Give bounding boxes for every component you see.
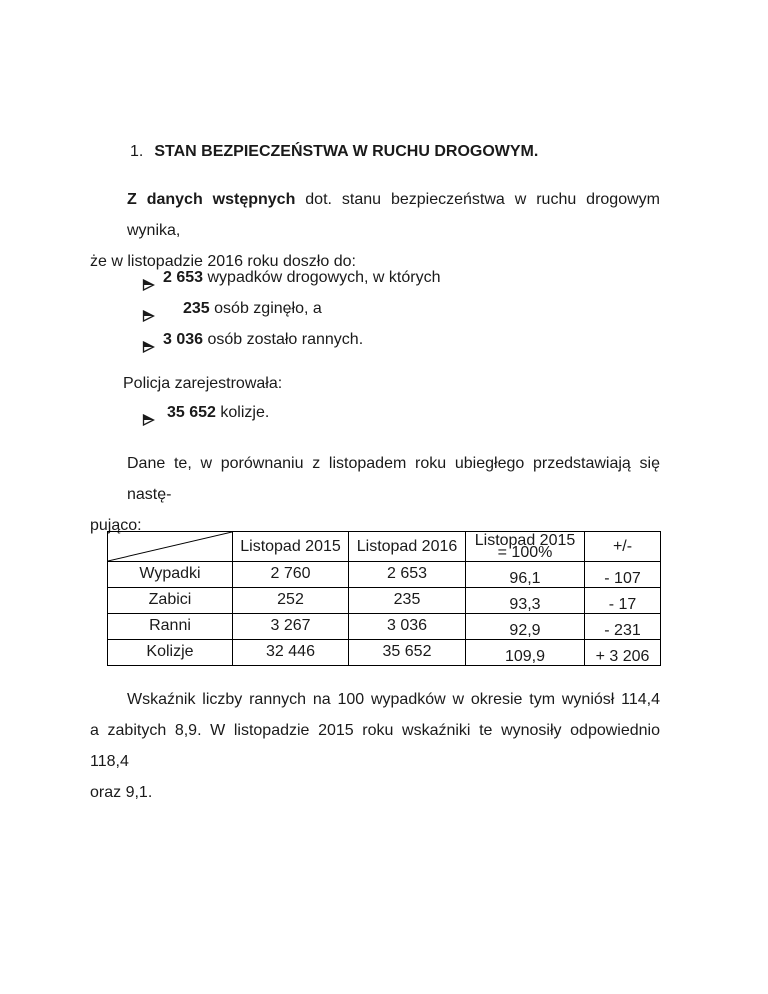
stat-value: 235	[183, 300, 210, 317]
table-cell: 3 036	[349, 614, 466, 640]
table-cell: 235	[349, 588, 466, 614]
table-cell: 93,3	[466, 588, 585, 614]
diagonal-header-cell	[108, 532, 233, 562]
intro-rest-text: dot. stanu bezpieczeństwa w ruchu drogowym wynika,	[127, 191, 660, 239]
table-cell: 2 653	[349, 562, 466, 588]
percent-header-line1: Listopad 2015	[474, 531, 576, 549]
stat-value: 2 653	[163, 269, 204, 286]
percent-header-line2: = 100%	[497, 543, 553, 561]
arrowhead-bullet-icon	[142, 406, 155, 437]
table-cell: 2 760	[233, 562, 349, 588]
table-header-listopad-2015: Listopad 2015	[233, 532, 349, 562]
table-cell: - 107	[585, 562, 661, 588]
section-number: 1.	[130, 143, 144, 160]
section-title: STAN BEZPIECZEŃSTWA W RUCHU DROGOWYM.	[154, 143, 539, 160]
stat-value: 3 036	[163, 331, 204, 348]
comparison-line-1: Dane te, w porównaniu z listopadem roku ubiegłego przedstawiają się nastę-	[127, 455, 660, 503]
table-row	[108, 640, 661, 666]
collisions-list	[90, 397, 660, 428]
table-cell: 252	[233, 588, 349, 614]
table-cell: 32 446	[233, 640, 349, 666]
list-item	[90, 324, 660, 355]
stat-value: 35 652	[167, 404, 216, 421]
comparison-paragraph	[90, 448, 660, 541]
intro-line-1	[127, 184, 660, 246]
row-label: Ranni	[108, 614, 233, 640]
table-cell: 109,9	[466, 640, 585, 666]
list-item	[90, 397, 660, 428]
table-cell: 3 267	[233, 614, 349, 640]
comparison-table	[107, 531, 661, 666]
intro-bold-text: Z danych wstępnych	[127, 191, 296, 208]
row-label: Wypadki	[108, 562, 233, 588]
stat-text: osób zostało rannych.	[203, 331, 364, 348]
table-row	[108, 562, 661, 588]
table-cell: 96,1	[466, 562, 585, 588]
summary-paragraph	[90, 684, 660, 808]
table-cell: + 3 206	[585, 640, 661, 666]
summary-line-1: Wskaźnik liczby rannych na 100 wypadków w okresie tym wyniósł 114,4	[127, 691, 660, 708]
table-row	[108, 588, 661, 614]
police-label: Policja zarejestrowała:	[123, 375, 283, 392]
list-item	[90, 262, 660, 293]
table-row	[108, 614, 661, 640]
arrowhead-bullet-icon	[142, 333, 155, 364]
list-item	[90, 293, 660, 324]
stat-text: wypadków drogowych, w których	[203, 269, 441, 286]
table-header-percent	[466, 532, 585, 562]
stat-text: osób zginęło, a	[209, 300, 322, 317]
table-header-diff: +/-	[585, 532, 661, 562]
summary-line-2: a zabitych 8,9. W listopadzie 2015 roku wskaźniki te wynosiły odpowiednio 118,4	[90, 722, 660, 770]
intro-line-2: że w listopadzie 2016 roku doszło do:	[90, 253, 356, 270]
table-cell: 35 652	[349, 640, 466, 666]
row-label: Kolizje	[108, 640, 233, 666]
table-header-listopad-2016: Listopad 2016	[349, 532, 466, 562]
accidents-list	[90, 262, 660, 355]
table-cell: - 231	[585, 614, 661, 640]
row-label: Zabici	[108, 588, 233, 614]
stat-text: kolizje.	[215, 404, 270, 421]
section-heading	[90, 136, 660, 167]
summary-line-3: oraz 9,1.	[90, 784, 153, 801]
comparison-line-2: pująco:	[90, 517, 142, 534]
table-cell: 92,9	[466, 614, 585, 640]
table-cell: - 17	[585, 588, 661, 614]
table-header-row	[108, 532, 661, 562]
